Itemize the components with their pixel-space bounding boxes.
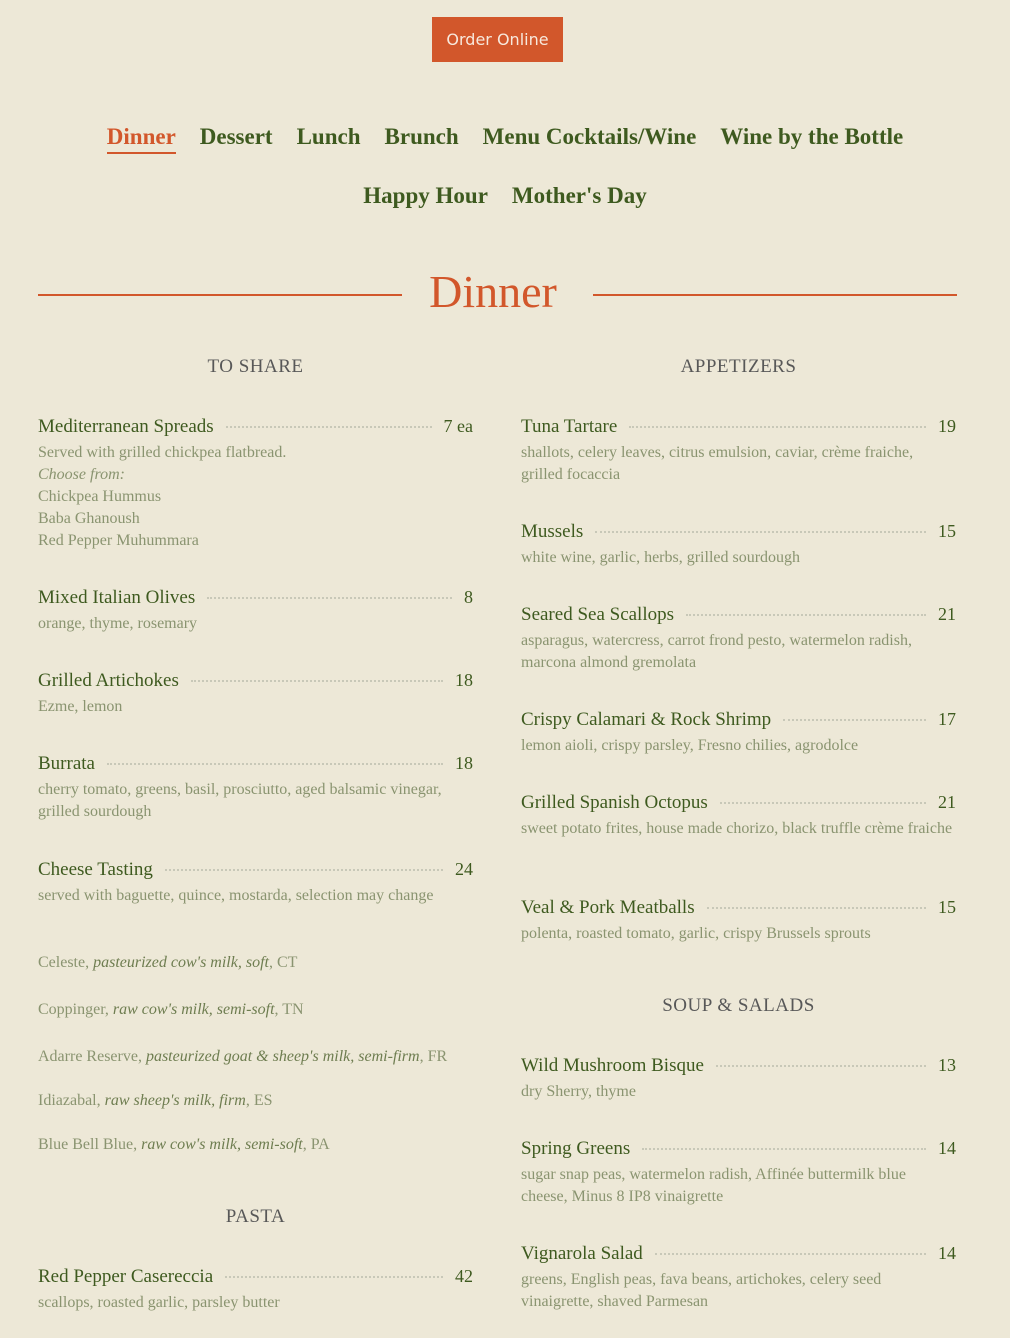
item-name: Spring Greens <box>521 1138 631 1159</box>
item-name: Wild Mushroom Bisque <box>521 1055 704 1076</box>
leader-dots <box>191 680 443 682</box>
item-description: polenta, roasted tomato, garlic, crispy Brussels sprouts <box>521 925 871 942</box>
item-price: 13 <box>938 1055 956 1075</box>
menu-item <box>38 587 473 635</box>
item-price: 21 <box>938 604 956 624</box>
option-item: Baba Ghanoush <box>38 510 140 527</box>
item-price: 15 <box>938 521 956 541</box>
tab-lunch[interactable]: Lunch <box>296 124 361 149</box>
menu-item <box>521 1243 956 1313</box>
leader-dots <box>783 719 926 721</box>
item-description: cherry tomato, greens, basil, prosciutto, aged balsamic vinegar, grilled sourdough <box>38 781 442 820</box>
item-description <box>38 442 473 552</box>
menu-item <box>521 897 956 945</box>
section-heading-pasta: PASTA <box>225 1206 286 1227</box>
item-description: sweet potato frites, house made chorizo, black truffle crème fraiche <box>521 820 953 837</box>
item-name: Red Pepper Casereccia <box>38 1266 214 1287</box>
tab-menu-cocktails-wine[interactable]: Menu Cocktails/Wine <box>482 124 697 149</box>
order-online-button[interactable]: Order Online <box>432 17 563 62</box>
item-price: 18 <box>455 753 473 773</box>
leader-dots <box>165 869 443 871</box>
leader-dots <box>707 907 926 909</box>
menu-item <box>38 670 473 718</box>
leader-dots <box>686 614 926 616</box>
item-name: Seared Sea Scallops <box>521 604 675 625</box>
item-name: Grilled Artichokes <box>38 670 179 691</box>
menu-item <box>521 1138 956 1208</box>
item-description: lemon aioli, crispy parsley, Fresno chilies, agrodolce <box>521 737 859 754</box>
item-name: Grilled Spanish Octopus <box>521 792 708 813</box>
tab-brunch[interactable]: Brunch <box>384 124 459 149</box>
item-name: Burrata <box>38 753 95 774</box>
option-item: Chickpea Hummus <box>38 488 162 505</box>
item-name: Vignarola Salad <box>521 1243 643 1264</box>
menu-item <box>38 416 473 552</box>
leader-dots <box>655 1253 926 1255</box>
section-heading-appetizers: APPETIZERS <box>680 356 797 377</box>
cheese-entry: Celeste, pasteurized cow's milk, soft, CT <box>38 954 298 971</box>
item-name: Mixed Italian Olives <box>38 587 196 608</box>
item-name: Veal & Pork Meatballs <box>521 897 695 918</box>
item-description: shallots, celery leaves, citrus emulsion, caviar, crème fraiche, grilled focaccia <box>521 444 914 483</box>
item-price: 21 <box>938 792 956 812</box>
tab-wine-by-the-bottle[interactable]: Wine by the Bottle <box>720 124 904 149</box>
menu-item <box>38 1266 473 1314</box>
menu-tabs-row-1 <box>0 122 1010 154</box>
tab-mothers-day[interactable]: Mother's Day <box>511 183 647 208</box>
leader-dots <box>107 763 443 765</box>
menu-item <box>521 792 956 840</box>
item-price: 14 <box>938 1243 956 1263</box>
item-price: 15 <box>938 897 956 917</box>
item-description: orange, thyme, rosemary <box>38 615 198 632</box>
leader-dots <box>207 597 452 599</box>
menu-tabs-row-2 <box>0 181 1010 211</box>
menu-item <box>38 753 473 823</box>
item-description: Ezme, lemon <box>38 698 123 715</box>
leader-dots <box>226 426 432 428</box>
item-name: Cheese Tasting <box>38 859 153 880</box>
leader-dots <box>720 802 926 804</box>
item-description: sugar snap peas, watermelon radish, Affinée buttermilk blue cheese, Minus 8 IP8 vinaigrette <box>521 1166 906 1205</box>
item-price: 24 <box>455 859 473 879</box>
item-name: Mussels <box>521 521 584 542</box>
item-price: 14 <box>938 1138 956 1158</box>
item-name: Tuna Tartare <box>521 416 618 437</box>
menu-item <box>521 416 956 486</box>
item-price: 17 <box>938 709 956 729</box>
page-title: Dinner <box>429 266 557 317</box>
item-price: 42 <box>455 1266 473 1286</box>
item-description: dry Sherry, thyme <box>521 1083 636 1100</box>
option-item: Red Pepper Muhummara <box>38 532 199 549</box>
cheese-entry: Coppinger, raw cow's milk, semi-soft, TN <box>38 1001 304 1018</box>
section-heading-to-share: TO SHARE <box>207 356 304 377</box>
item-name: Crispy Calamari & Rock Shrimp <box>521 709 772 730</box>
item-name: Mediterranean Spreads <box>38 416 214 437</box>
leader-dots <box>595 531 926 533</box>
item-description: greens, English peas, fava beans, artichokes, celery seed vinaigrette, shaved Parmesan <box>521 1271 882 1310</box>
leader-dots <box>716 1065 926 1067</box>
cheese-entry: Idiazabal, raw sheep's milk, firm, ES <box>38 1092 273 1109</box>
leader-dots <box>225 1276 443 1278</box>
item-description: scallops, roasted garlic, parsley butter <box>38 1294 280 1311</box>
leader-dots <box>629 426 926 428</box>
choose-from-label: Choose from: <box>38 466 125 483</box>
cheese-entry: Blue Bell Blue, raw cow's milk, semi-soft, PA <box>38 1136 330 1153</box>
item-description: white wine, garlic, herbs, grilled sourdough <box>521 549 801 566</box>
item-description: served with baguette, quince, mostarda, selection may change <box>38 887 434 904</box>
menu-item <box>521 604 956 674</box>
item-price: 18 <box>455 670 473 690</box>
item-price: 7 ea <box>443 416 473 436</box>
cheese-entry: Adarre Reserve, pasteurized goat & sheep's milk, semi-firm, FR <box>38 1048 448 1065</box>
menu-item <box>521 709 956 757</box>
menu-item <box>521 521 956 569</box>
tab-happy-hour[interactable]: Happy Hour <box>363 183 488 208</box>
item-price: 19 <box>938 416 956 436</box>
tab-dinner[interactable]: Dinner <box>107 122 176 154</box>
tab-dessert[interactable]: Dessert <box>199 124 273 149</box>
leader-dots <box>642 1148 926 1150</box>
desc-line: Served with grilled chickpea flatbread. <box>38 444 287 461</box>
menu-item <box>521 1055 956 1103</box>
item-description: asparagus, watercress, carrot frond pesto, watermelon radish, marcona almond gremolata <box>521 632 912 671</box>
menu-item <box>38 859 473 907</box>
section-heading-soup-salads: SOUP & SALADS <box>662 995 815 1016</box>
item-price: 8 <box>464 587 473 607</box>
